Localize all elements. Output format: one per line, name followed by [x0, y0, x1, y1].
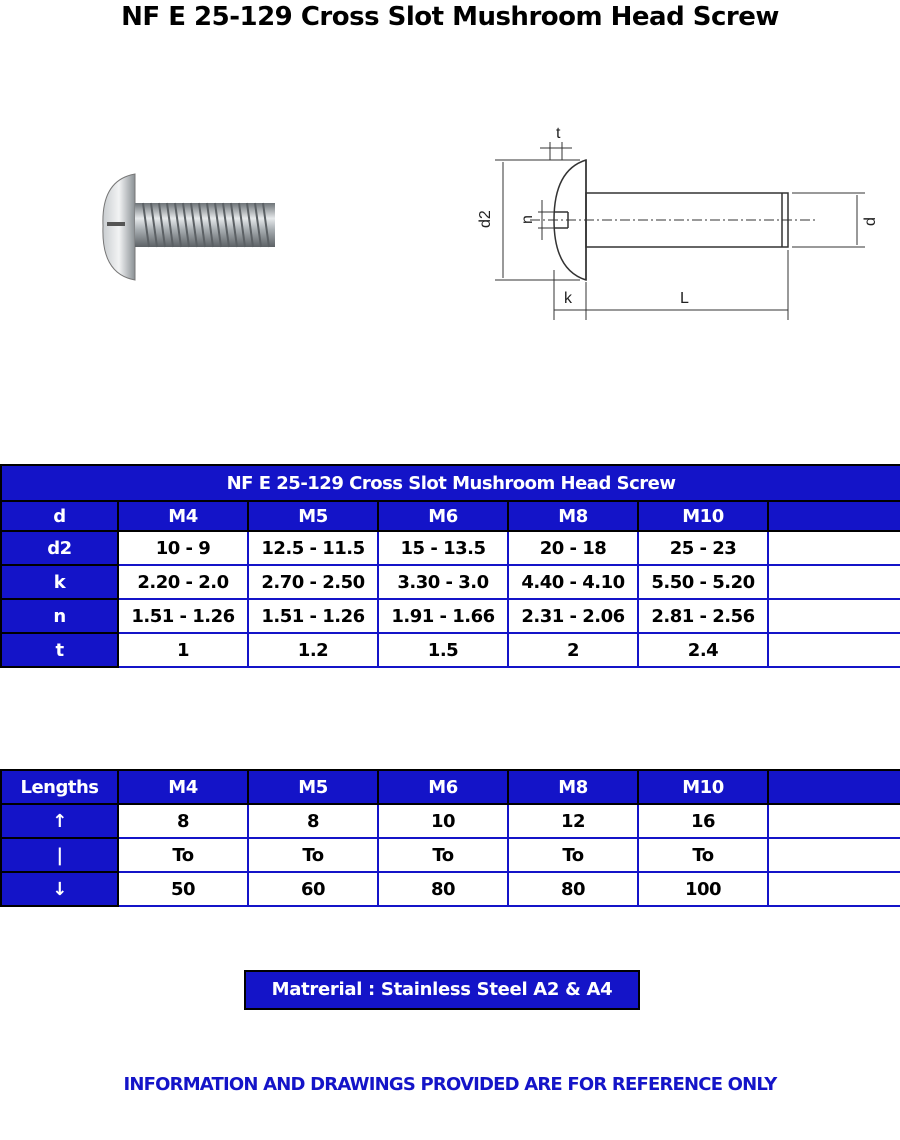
- row-label: n: [1, 599, 118, 633]
- table-cell: [768, 599, 900, 633]
- header-cell: M5: [248, 770, 378, 804]
- table-row: [1, 531, 900, 565]
- table-cell: 2.4: [638, 633, 768, 667]
- table-cell: 3.30 - 3.0: [378, 565, 508, 599]
- table-row: [1, 872, 900, 906]
- header-cell: M4: [118, 770, 248, 804]
- table-cell: 5.50 - 5.20: [638, 565, 768, 599]
- table-cell: 50: [118, 872, 248, 906]
- header-cell: M8: [508, 770, 638, 804]
- table-cell: 4.40 - 4.10: [508, 565, 638, 599]
- table-cell: To: [638, 838, 768, 872]
- table-cell: 1.51 - 1.26: [248, 599, 378, 633]
- drawing-label-t: t: [556, 125, 561, 142]
- row-label: t: [1, 633, 118, 667]
- drawing-label-d2: d2: [477, 210, 494, 228]
- table-cell: 2.70 - 2.50: [248, 565, 378, 599]
- table-cell: To: [118, 838, 248, 872]
- table-cell: 1.51 - 1.26: [118, 599, 248, 633]
- header-cell: [768, 770, 900, 804]
- table-cell: 8: [118, 804, 248, 838]
- table-cell: [768, 838, 900, 872]
- header-cell: M6: [378, 770, 508, 804]
- header-cell: d: [1, 501, 118, 531]
- header-cell: Lengths: [1, 770, 118, 804]
- table-cell: [768, 804, 900, 838]
- table-cell: 20 - 18: [508, 531, 638, 565]
- table-cell: 2.31 - 2.06: [508, 599, 638, 633]
- header-cell: M10: [638, 501, 768, 531]
- table-cell: To: [508, 838, 638, 872]
- table-cell: 2: [508, 633, 638, 667]
- table-cell: 15 - 13.5: [378, 531, 508, 565]
- arrow-down-icon: ↓: [1, 872, 118, 906]
- table-cell: 16: [638, 804, 768, 838]
- header-cell: M10: [638, 770, 768, 804]
- page-title: NF E 25-129 Cross Slot Mushroom Head Screw: [121, 2, 779, 32]
- table-row: [1, 565, 900, 599]
- material-label: Matrerial : Stainless Steel A2 & A4: [244, 970, 640, 1010]
- table-cell: 60: [248, 872, 378, 906]
- table-row: [1, 804, 900, 838]
- table-row: [1, 633, 900, 667]
- table-cell: 10: [378, 804, 508, 838]
- table-cell: [768, 633, 900, 667]
- table-cell: 80: [508, 872, 638, 906]
- dimensions-table: [0, 464, 900, 668]
- table-cell: 100: [638, 872, 768, 906]
- table-cell: 12.5 - 11.5: [248, 531, 378, 565]
- screw-photo: [95, 170, 285, 290]
- table-cell: 8: [248, 804, 378, 838]
- table-cell: [768, 531, 900, 565]
- dimensions-table-caption: NF E 25-129 Cross Slot Mushroom Head Screw: [1, 465, 900, 501]
- table-cell: 1.91 - 1.66: [378, 599, 508, 633]
- table-cell: To: [248, 838, 378, 872]
- header-cell: M8: [508, 501, 638, 531]
- table-cell: 10 - 9: [118, 531, 248, 565]
- header-cell: [768, 501, 900, 531]
- table-cell: [768, 872, 900, 906]
- table-cell: 1.5: [378, 633, 508, 667]
- lengths-table: [0, 769, 900, 907]
- table-cell: [768, 565, 900, 599]
- drawing-label-n: n: [519, 215, 536, 224]
- screw-technical-drawing: [470, 120, 890, 330]
- table-row: [1, 599, 900, 633]
- arrow-up-icon: ↑: [1, 804, 118, 838]
- table-cell: 25 - 23: [638, 531, 768, 565]
- table-cell: 1.2: [248, 633, 378, 667]
- table-row: [1, 838, 900, 872]
- header-cell: M6: [378, 501, 508, 531]
- vertical-bar-icon: |: [1, 838, 118, 872]
- table-cell: 80: [378, 872, 508, 906]
- header-cell: M4: [118, 501, 248, 531]
- header-cell: M5: [248, 501, 378, 531]
- table-cell: 12: [508, 804, 638, 838]
- drawing-label-L: L: [680, 290, 689, 307]
- table-cell: 2.81 - 2.56: [638, 599, 768, 633]
- row-label: d2: [1, 531, 118, 565]
- table-cell: To: [378, 838, 508, 872]
- drawing-label-d: d: [862, 217, 879, 226]
- table-cell: 2.20 - 2.0: [118, 565, 248, 599]
- drawing-label-k: k: [564, 290, 572, 307]
- table-cell: 1: [118, 633, 248, 667]
- row-label: k: [1, 565, 118, 599]
- disclaimer-text: INFORMATION AND DRAWINGS PROVIDED ARE FOR REFERENCE ONLY: [123, 1074, 777, 1095]
